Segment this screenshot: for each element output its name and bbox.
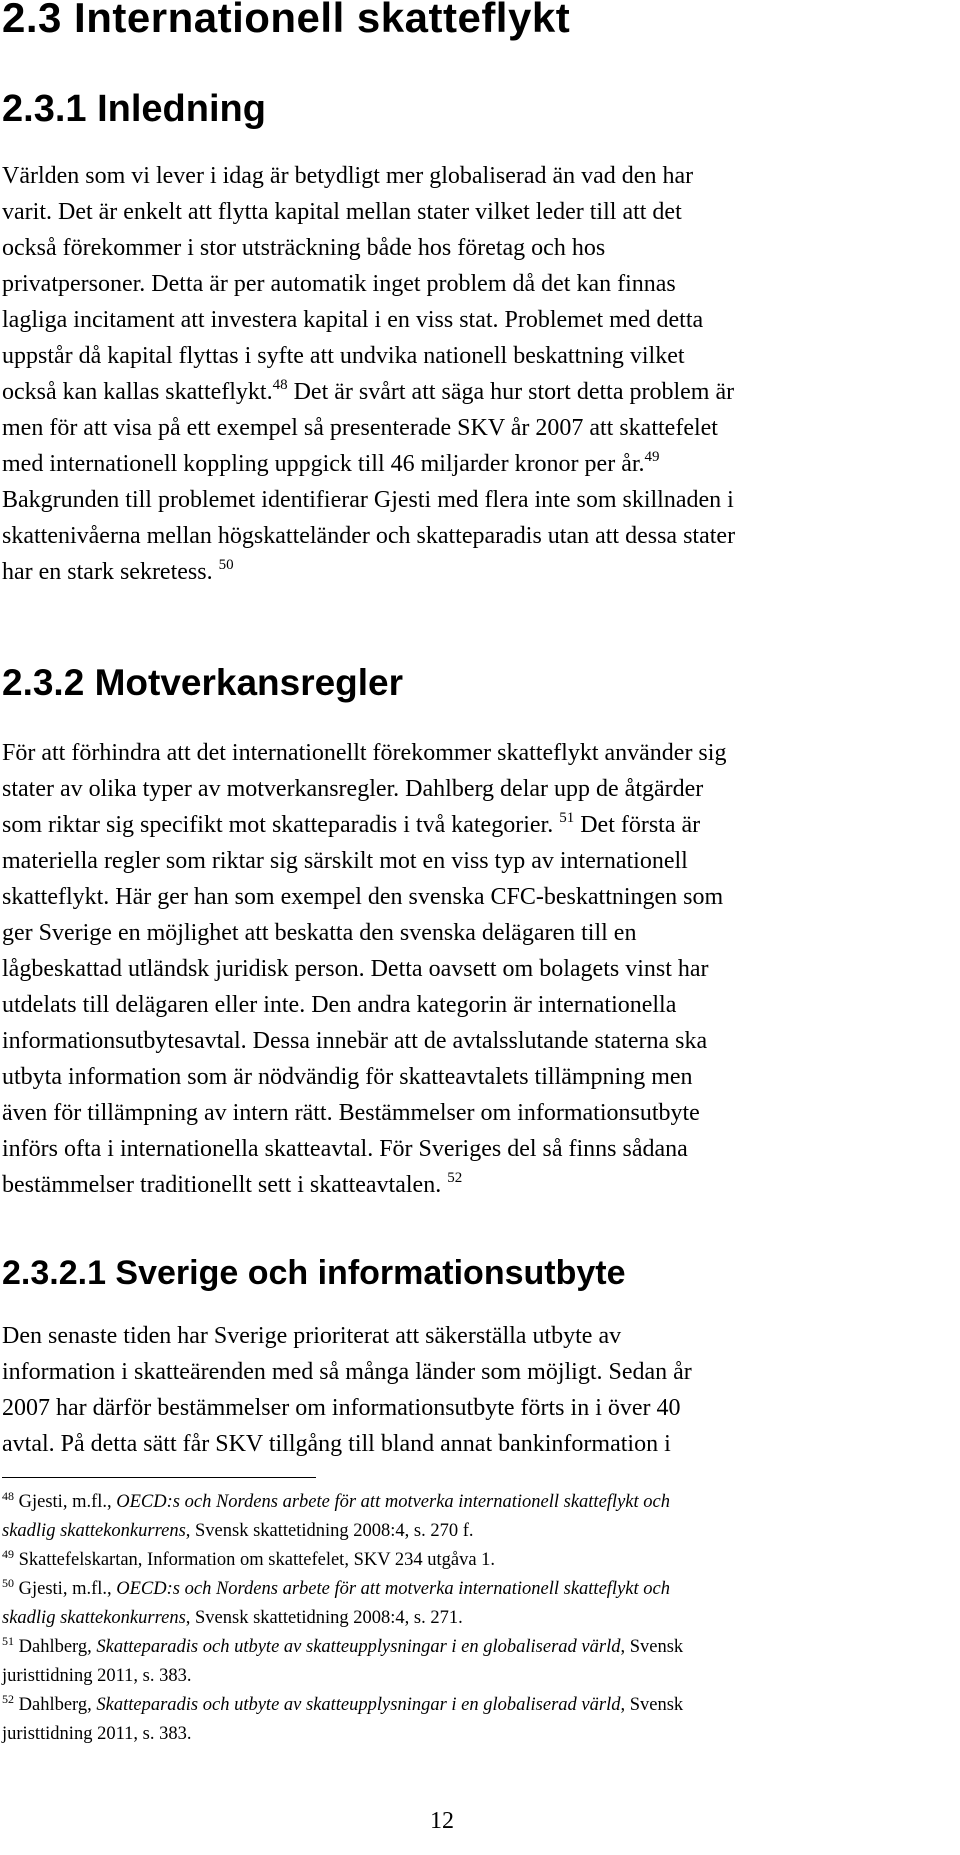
footnote-text: , Svensk xyxy=(620,1695,684,1715)
text-line xyxy=(2,446,735,482)
text-line: Bakgrunden till problemet identifierar Gjesti med flera inte som skillnaden i xyxy=(2,487,734,513)
footnote-number: 52 xyxy=(2,1692,14,1706)
text-line: uppstår då kapital flyttas i syfte att undvika nationell beskattning vilket xyxy=(2,343,685,369)
footnote-text: Dahlberg, xyxy=(14,1695,97,1715)
footnote-text: , Svensk xyxy=(620,1637,684,1657)
text-line: Världen som vi lever i idag är betydligt mer globaliserad än vad den har xyxy=(2,163,694,189)
footnote-50-continued xyxy=(2,1604,683,1633)
footnote-title: OECD:s och Nordens arbete för att motverka internationell skatteflykt och xyxy=(116,1492,670,1512)
footnote-title: Skatteparadis och utbyte av skatteupplysningar i en globaliserad värld xyxy=(96,1695,621,1715)
footnote-reference-49[interactable]: 49 xyxy=(644,449,660,465)
footnote-number: 50 xyxy=(2,1576,14,1590)
footnote-number: 49 xyxy=(2,1547,14,1561)
text-line: avtal. På detta sätt får SKV tillgång till bland annat bankinformation i xyxy=(2,1431,671,1457)
footnote-reference-48[interactable]: 48 xyxy=(272,377,288,393)
text-line: även för tillämpning av intern rätt. Bestämmelser om informationsutbyte xyxy=(2,1100,700,1126)
text-segment: Det första är xyxy=(574,812,701,838)
text-line: privatpersoner. Detta är per automatik inget problem då det kan finnas xyxy=(2,271,676,297)
text-line: För att förhindra att det internationellt förekommer skatteflykt använder sig xyxy=(2,740,727,766)
text-line: ger Sverige en möjlighet att beskatta den svenska delägaren till en xyxy=(2,920,637,946)
footnote-number: 51 xyxy=(2,1634,14,1648)
text-line: materiella regler som riktar sig särskilt mot en viss typ av internationell xyxy=(2,848,688,874)
footnote-text: , Svensk skattetidning 2008:4, s. 271. xyxy=(185,1608,463,1628)
text-line: 2007 har därför bestämmelser om informationsutbyte förts in i över 40 xyxy=(2,1395,681,1421)
page-number: 12 xyxy=(430,1808,454,1834)
text-line: information i skatteärenden med så många länder som möjligt. Sedan år xyxy=(2,1359,692,1385)
footnote-title: skadlig skattekonkurrens xyxy=(2,1608,186,1628)
text-segment: också kan kallas skatteflykt. xyxy=(2,379,273,405)
footnote-52 xyxy=(2,1691,683,1720)
footnote-separator xyxy=(2,1477,316,1478)
text-line: stater av olika typer av motverkansregler. Dahlberg delar upp de åtgärder xyxy=(2,776,704,802)
footnote-text: Gjesti, m.fl., xyxy=(14,1579,117,1599)
footnotes xyxy=(2,1488,683,1749)
footnote-51 xyxy=(2,1633,683,1662)
section-heading-2-3: 2.3 Internationell skatteflykt xyxy=(2,0,571,41)
text-line: skatteflykt. Här ger han som exempel den svenska CFC-beskattningen som xyxy=(2,884,724,910)
text-line: lågbeskattad utländsk juridisk person. Detta oavsett om bolagets vinst har xyxy=(2,956,709,982)
text-line: informationsutbytesavtal. Dessa innebär att de avtalsslutande staterna ska xyxy=(2,1028,708,1054)
text-segment: med internationell koppling uppgick till 46 miljarder kronor per år. xyxy=(2,451,645,477)
subsubsection-heading-2-3-2-1: 2.3.2.1 Sverige och informationsutbyte xyxy=(2,1254,626,1292)
footnote-49 xyxy=(2,1546,683,1575)
footnote-52-continued: juristtidning 2011, s. 383. xyxy=(2,1724,192,1744)
footnote-reference-50[interactable]: 50 xyxy=(218,557,234,573)
text-line: men för att visa på ett exempel så presenterade SKV år 2007 att skattefelet xyxy=(2,415,718,441)
text-segment: har en stark sekretess. xyxy=(2,559,213,585)
text-line xyxy=(2,374,735,410)
footnote-text: Dahlberg, xyxy=(14,1637,97,1657)
subsection-heading-2-3-2: 2.3.2 Motverkansregler xyxy=(2,662,404,703)
footnote-reference-51[interactable]: 51 xyxy=(559,810,575,826)
footnote-text: Gjesti, m.fl., xyxy=(14,1492,117,1512)
text-line xyxy=(2,807,726,843)
paragraph-motverkansregler xyxy=(2,735,726,1203)
paragraph-informationsutbyte xyxy=(2,1318,692,1462)
footnote-title: Skatteparadis och utbyte av skatteupplysningar i en globaliserad värld xyxy=(96,1637,621,1657)
subsection-heading-2-3-1: 2.3.1 Inledning xyxy=(2,88,266,130)
footnote-48-continued xyxy=(2,1517,683,1546)
footnote-51-continued: juristtidning 2011, s. 383. xyxy=(2,1666,192,1686)
footnote-reference-52[interactable]: 52 xyxy=(447,1170,463,1186)
text-line: utdelats till delägaren eller inte. Den andra kategorin är internationella xyxy=(2,992,677,1018)
footnote-48 xyxy=(2,1488,683,1517)
footnote-text: , Svensk skattetidning 2008:4, s. 270 f. xyxy=(185,1521,474,1541)
paragraph-inledning xyxy=(2,158,735,590)
text-line: varit. Det är enkelt att flytta kapital mellan stater vilket leder till att det xyxy=(2,199,682,225)
footnote-text: Skattefelskartan, Information om skattefelet, SKV 234 utgåva 1. xyxy=(14,1550,496,1570)
text-segment: Det är svårt att säga hur stort detta problem är xyxy=(287,379,735,405)
footnote-title: OECD:s och Nordens arbete för att motverka internationell skatteflykt och xyxy=(116,1579,670,1599)
text-line: utbyta information som är nödvändig för skatteavtalets tillämpning men xyxy=(2,1064,693,1090)
text-line: skattenivåerna mellan högskatteländer och skatteparadis utan att dessa stater xyxy=(2,523,736,549)
text-line: också förekommer i stor utsträckning både hos företag och hos xyxy=(2,235,606,261)
text-line: Den senaste tiden har Sverige prioriterat att säkerställa utbyte av xyxy=(2,1323,622,1349)
text-line: lagliga incitament att investera kapital i en viss stat. Problemet med detta xyxy=(2,307,704,333)
text-segment: som riktar sig specifikt mot skatteparadis i två kategorier. xyxy=(2,812,554,838)
text-line xyxy=(2,1167,726,1203)
footnote-number: 48 xyxy=(2,1489,14,1503)
footnote-title: skadlig skattekonkurrens xyxy=(2,1521,186,1541)
footnote-50 xyxy=(2,1575,683,1604)
text-line: införs ofta i internationella skatteavtal. För Sveriges del så finns sådana xyxy=(2,1136,688,1162)
text-line xyxy=(2,554,735,590)
text-segment: bestämmelser traditionellt sett i skatteavtalen. xyxy=(2,1172,442,1198)
